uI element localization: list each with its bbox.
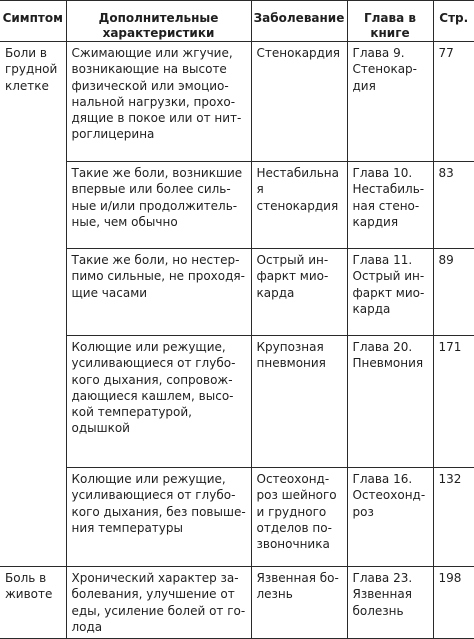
header-page: Стр.	[433, 1, 474, 42]
cell-chapter: Глава 23. Язвенная болезнь	[347, 567, 433, 639]
table-row	[0, 249, 474, 336]
cell-disease: Стенокардия	[251, 42, 347, 162]
cell-chapter: Глава 10. Нестабиль-ная стено-кардия	[347, 162, 433, 249]
cell-disease: Крупозная пневмония	[251, 336, 347, 468]
cell-characteristics: Такие же боли, но нестер-пимо сильные, не проходя-щие часами	[66, 249, 251, 336]
cell-page: 77	[433, 42, 474, 162]
cell-disease: Острый ин-фаркт мио-карда	[251, 249, 347, 336]
cell-page: 171	[433, 336, 474, 468]
cell-characteristics: Колющие или режущие, усиливающиеся от глубо-кого дыхания, без повыше-ния температуры	[66, 468, 251, 567]
table-header-row	[0, 1, 474, 42]
cell-characteristics: Хронический характер за-болевания, улучшение от еды, усиление болей от го-лода	[66, 567, 251, 639]
header-characteristics: Дополнительные характеристики	[66, 1, 251, 42]
table-row	[0, 336, 474, 468]
cell-chapter: Глава 9. Стенокар-дия	[347, 42, 433, 162]
cell-chapter: Глава 11. Острый ин-фаркт мио-карда	[347, 249, 433, 336]
header-chapter: Глава в книге	[347, 1, 433, 42]
cell-chapter: Глава 16. Остеохонд-роз	[347, 468, 433, 567]
cell-page: 89	[433, 249, 474, 336]
table-row	[0, 42, 474, 162]
header-disease: Заболевание	[251, 1, 347, 42]
cell-characteristics: Колющие или режущие, усиливающиеся от глубо-кого дыхания, сопровож-дающиеся кашлем, высо-кой температурой, одышкой	[66, 336, 251, 468]
symptom-abdomen: Боль в животе	[0, 567, 66, 639]
table-row	[0, 567, 474, 639]
header-symptom: Симптом	[0, 1, 66, 42]
symptom-chest: Боли в грудной клетке	[0, 42, 66, 567]
cell-page: 132	[433, 468, 474, 567]
table-row	[0, 468, 474, 567]
cell-disease: Остеохонд-роз шейного и грудного отделов по-звоночника	[251, 468, 347, 567]
cell-characteristics: Такие же боли, возникшие впервые или более силь-ные и/или продолжитель-ные, чем обычно	[66, 162, 251, 249]
cell-disease: Нестабильная стенокардия	[251, 162, 347, 249]
cell-chapter: Глава 20. Пневмония	[347, 336, 433, 468]
table-row	[0, 162, 474, 249]
cell-page: 198	[433, 567, 474, 639]
cell-characteristics: Сжимающие или жгучие, возникающие на высоте физической или эмоцио-нальной нагрузки, прохо-дящие в покое или от нит-роглицерина	[66, 42, 251, 162]
cell-disease: Язвенная бо-лезнь	[251, 567, 347, 639]
cell-page: 83	[433, 162, 474, 249]
